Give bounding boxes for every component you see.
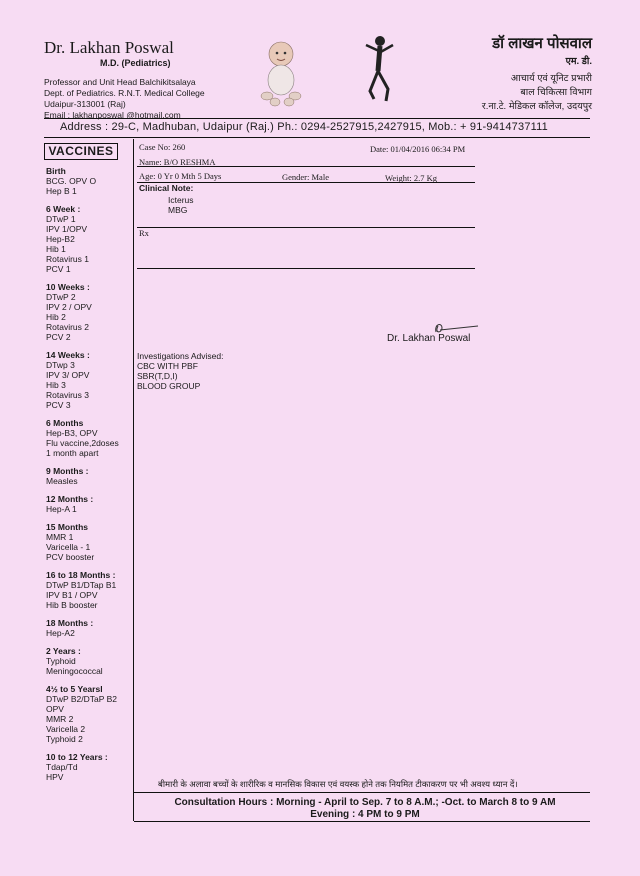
vaccine-item: OPV (46, 704, 64, 714)
vaccine-item: IPV 1/OPV (46, 224, 88, 234)
doctor-degree: M.D. (Pediatrics) (100, 58, 171, 68)
footer-rule-bottom (134, 821, 590, 822)
patient-age: Age: 0 Yr 0 Mth 5 Days (139, 171, 222, 181)
doctor-name: Dr. Lakhan Poswal (44, 38, 174, 57)
vaccine-group-heading: 9 Months : (46, 466, 89, 476)
clinical-note-label: Clinical Note: (139, 183, 194, 193)
vaccine-item: Hib 3 (46, 380, 66, 390)
vaccine-item: DTwP B2/DTaP B2 (46, 694, 118, 704)
investigation-item: BLOOD GROUP (137, 381, 201, 391)
vaccine-group-heading: 15 Months (46, 522, 89, 532)
doctor-email[interactable]: Email : lakhanposwal @hotmail.com (44, 110, 181, 120)
vaccine-item: MMR 2 (46, 714, 74, 724)
vaccine-item: PCV 1 (46, 264, 71, 274)
vaccine-group (46, 646, 130, 676)
vaccine-group (46, 282, 130, 342)
clinical-note-item: Icterus (168, 195, 194, 205)
vaccine-item: IPV 2 / OPV (46, 302, 92, 312)
hindi-title-line-1: आचार्य एवं यूनिट प्रभारी (510, 73, 592, 84)
investigations-label: Investigations Advised: (137, 351, 224, 361)
vaccine-item: DTwP 2 (46, 292, 76, 302)
vaccine-group (46, 418, 130, 458)
investigation-item: SBR(T,D,I) (137, 371, 178, 381)
vaccine-group-heading: 6 Months (46, 418, 84, 428)
vaccine-item: Typhoid (46, 656, 76, 666)
vaccine-item: Hep-B3, OPV (46, 428, 98, 438)
vaccine-group (46, 350, 130, 410)
address-bottom-rule (44, 137, 590, 138)
patient-name: Name: B/O RESHMA (139, 157, 216, 167)
clinical-notes (168, 195, 194, 215)
patient-weight: Weight: 2.7 Kg (385, 173, 437, 183)
vaccine-group (46, 618, 130, 638)
name-rule (137, 166, 475, 167)
vaccine-item: DTwp 3 (46, 360, 75, 370)
vaccine-group (46, 684, 130, 744)
patient-gender: Gender: Male (282, 172, 329, 182)
vaccine-item: Varicella - 1 (46, 542, 91, 552)
vaccine-group-heading: 10 to 12 Years : (46, 752, 108, 762)
vaccine-group-heading: 10 Weeks : (46, 282, 90, 292)
vaccine-item: Hib 1 (46, 244, 66, 254)
vaccine-schedule-list (46, 166, 130, 790)
investigations-block (137, 351, 223, 391)
hindi-title-line-2: बाल चिकित्सा विभाग (520, 87, 592, 98)
vaccine-item: DTwP B1/DTap B1 (46, 580, 117, 590)
vaccine-item: BCG. OPV O (46, 176, 97, 186)
vaccine-item: Measles (46, 476, 78, 486)
address-top-rule (44, 118, 590, 119)
vaccine-group-heading: 16 to 18 Months : (46, 570, 116, 580)
clinical-note-item: MBG (168, 205, 188, 215)
vaccine-item: MMR 1 (46, 532, 74, 542)
doctor-name-hindi: डॉ लाखन पोसवाल (492, 35, 592, 52)
vaccine-item: Hep-A2 (46, 628, 75, 638)
vaccine-item: Hep-B2 (46, 234, 75, 244)
investigation-item: CBC WITH PBF (137, 361, 198, 371)
degree-hindi: एम. डी. (565, 56, 592, 67)
vaccine-group (46, 466, 130, 486)
vaccine-item: Hib B booster (46, 600, 98, 610)
vaccine-group (46, 494, 130, 514)
vaccine-item: Hib 2 (46, 312, 66, 322)
vaccine-item: PCV booster (46, 552, 95, 562)
vaccine-group-heading: 2 Years : (46, 646, 81, 656)
vaccine-group-heading: 12 Months : (46, 494, 94, 504)
vaccine-item: Meningococcal (46, 666, 103, 676)
hindi-title-line-3: र.ना.टे. मेडिकल कॉलेज, उदयपुर (481, 101, 592, 112)
footer-hindi-note: बीमारी के अलावा बच्चों के शारीरिक व मानसिक विकास एवं वयस्क होने तक नियमित टीकाकरण पर भी अवश्य ध्यान दें। (158, 779, 518, 789)
vaccine-group-heading: 18 Months : (46, 618, 94, 628)
vaccine-item: IPV 3/ OPV (46, 370, 90, 380)
child-figure-illustration (362, 33, 398, 105)
vaccine-item: PCV 2 (46, 332, 71, 342)
vaccine-group-heading: Birth (46, 166, 66, 176)
vaccine-item: PCV 3 (46, 400, 71, 410)
doctor-title-block (44, 77, 205, 121)
footer-rule-top (134, 792, 590, 793)
vaccine-item: Rotavirus 3 (46, 390, 89, 400)
vaccine-item: Rotavirus 2 (46, 322, 89, 332)
vaccine-item: Hep B 1 (46, 186, 77, 196)
vaccine-item: Hep-A 1 (46, 504, 77, 514)
title-line-2: Dept. of Pediatrics. R.N.T. Medical College (44, 88, 205, 98)
vaccine-group-heading: 14 Weeks : (46, 350, 90, 360)
vaccine-item: 1 month apart (46, 448, 99, 458)
case-number: Case No: 260 (139, 142, 186, 152)
baby-illustration (257, 38, 305, 108)
vaccine-item: Varicella 2 (46, 724, 86, 734)
vaccine-group (46, 522, 130, 562)
vaccine-item: DTwP 1 (46, 214, 76, 224)
clinical-rule (137, 227, 475, 228)
vaccine-item: Typhoid 2 (46, 734, 83, 744)
vaccine-item: IPV B1 / OPV (46, 590, 98, 600)
vaccine-item: Flu vaccine,2doses (46, 438, 119, 448)
vaccine-group-heading: 6 Week : (46, 204, 81, 214)
address-line: Address : 29-C, Madhuban, Udaipur (Raj.) Ph.: 0294-2527915,2427915, Mob.: + 91-9414737111 (60, 121, 548, 133)
title-line-3: Udaipur-313001 (Raj) (44, 99, 126, 109)
rx-label: Rx (139, 228, 149, 238)
vaccine-group (46, 204, 130, 274)
vaccine-group (46, 570, 130, 610)
vaccine-group-heading: 4½ to 5 Yearsl (46, 684, 103, 694)
consultation-hours (150, 797, 580, 821)
vaccine-group (46, 166, 130, 196)
vaccine-item: HPV (46, 772, 64, 782)
visit-date: Date: 01/04/2016 06:34 PM (370, 144, 466, 154)
vaccine-item: Tdap/Td (46, 762, 78, 772)
vaccines-title: VACCINES (44, 143, 118, 160)
rx-rule (137, 268, 475, 269)
sidebar-divider (133, 139, 134, 821)
title-line-1: Professor and Unit Head Balchikitsalaya (44, 77, 196, 87)
vaccine-item: Rotavirus 1 (46, 254, 89, 264)
consult-line-2: Evening : 4 PM to 9 PM (310, 809, 420, 820)
signature-name: Dr. Lakhan Poswal (387, 333, 471, 344)
consult-line-1: Consultation Hours : Morning - April to Sep. 7 to 8 A.M.; -Oct. to March 8 to 9 AM (174, 797, 556, 808)
vaccine-group (46, 752, 130, 782)
